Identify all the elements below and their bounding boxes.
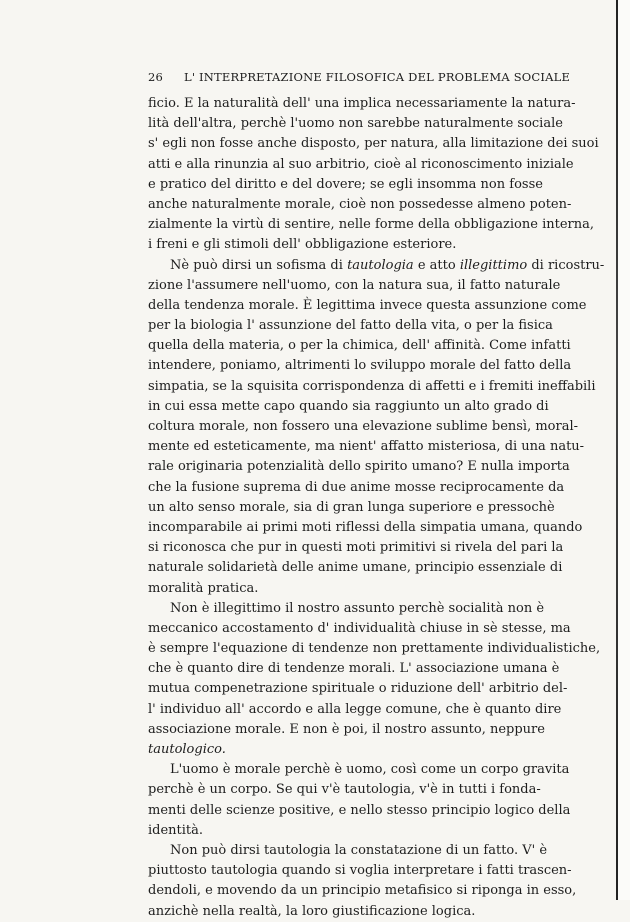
text-line: zione l'assumere nell'uomo, con la natura sua, il fatto naturale xyxy=(148,277,561,293)
text-line: Non è illegittimo il nostro assunto perchè socialità non è xyxy=(170,600,545,616)
running-header xyxy=(148,70,571,88)
text-line: menti delle scienze positive, e nello stesso principio logico della xyxy=(148,802,571,818)
text-line: che è quanto dire di tendenze morali. L' associazione umana è xyxy=(148,661,560,677)
page-edge-line xyxy=(616,0,618,900)
text-line: anzichè nella realtà, la loro giustificazione logica. xyxy=(148,903,476,919)
text-line: naturale solidarietà delle anime umane, principio essenziale di xyxy=(148,560,563,576)
text-line: mente ed esteticamente, ma nient' affatto misteriosa, di una natu- xyxy=(148,439,585,455)
text-line: un alto senso morale, sia di gran lunga superiore e pressochè xyxy=(148,499,555,515)
text-line: simpatia, se la squisita corrispondenza di affetti e i fremiti ineffabili xyxy=(148,378,596,394)
italic-term: tautologia xyxy=(347,257,414,273)
italic-term: illegittimo xyxy=(459,257,528,273)
text-line: incomparabile ai primi moti riflessi della simpatia umana, quando xyxy=(148,519,583,535)
text-line: lità dell'altra, perchè l'uomo non sarebbe naturalmente sociale xyxy=(148,116,563,132)
text-line: zialmente la virtù di sentire, nelle forme della obbligazione interna, xyxy=(148,217,594,233)
text-line: associazione morale. E non è poi, il nostro assunto, neppure xyxy=(148,721,545,737)
text-line: atti e alla rinunzia al suo arbitrio, cioè al riconoscimento iniziale xyxy=(148,156,574,172)
text-line: coltura morale, non fossero una elevazione sublime bensì, moral- xyxy=(148,419,579,434)
text-line: l' individuo all' accordo e alla legge comune, che è quanto dire xyxy=(148,701,562,717)
text-line: Non può dirsi tautologia la constatazione di un fatto. V' è xyxy=(170,842,548,858)
body-text xyxy=(148,94,605,922)
text-line: anche naturalmente morale, cioè non possedesse almeno poten- xyxy=(148,196,572,212)
page-margin xyxy=(618,0,630,900)
text-line: mutua compenetrazione spirituale o riduzione dell' arbitrio del- xyxy=(148,681,568,697)
text-line: i freni e gli stimoli dell' obbligazione esteriore. xyxy=(148,237,457,253)
text-line xyxy=(148,740,540,760)
text-line: della tendenza morale. È legittima invece questa assunzione come xyxy=(148,297,587,313)
text-line: identità. xyxy=(148,822,204,838)
text-line: in cui essa mette capo quando sia raggiunto un alto grado di xyxy=(148,398,549,414)
page-number: 26 xyxy=(148,70,164,84)
text-line: L'uomo è morale perchè è uomo, così come un corpo gravita xyxy=(170,762,570,778)
italic-term: tautologico. xyxy=(148,742,226,757)
text-line: che la fusione suprema di due anime mosse reciprocamente da xyxy=(148,479,565,495)
text-line: perchè è un corpo. Se qui v'è tautologia, v'è in tutti i fonda- xyxy=(148,782,541,798)
text-line: dendoli, e movendo da un principio metafisico si riponga in esso, xyxy=(148,883,577,899)
text-line: s' egli non fosse anche disposto, per natura, alla limitazione dei suoi xyxy=(148,136,599,152)
text-line: quella della materia, o per la chimica, dell' affinità. Come infatti xyxy=(148,338,571,354)
text-line: piuttosto tautologia quando si voglia interpretare i fatti trascen- xyxy=(148,863,572,879)
text-line: e pratico del diritto e del dovere; se egli insomma non fosse xyxy=(148,176,543,192)
text-line: per la biologia l' assunzione del fatto della vita, o per la fisica xyxy=(148,318,553,334)
text-line: intendere, poniamo, altrimenti lo sviluppo morale del fatto della xyxy=(148,358,572,374)
running-title: L' INTERPRETAZIONE FILOSOFICA DEL PROBLEMA SOCIALE xyxy=(184,70,571,84)
text-line: Nè può dirsi un sofisma di tautologia e atto illegittimo di ricostru- xyxy=(170,257,605,273)
text-line: moralità pratica. xyxy=(148,580,259,596)
text-line: si riconosca che pur in questi moti primitivi si rivela del pari la xyxy=(148,540,564,556)
text-line: rale originaria potenzialità dello spirito umano? E nulla importa xyxy=(148,459,570,475)
text-line: meccanico accostamento d' individualità chiuse in sè stesse, ma xyxy=(148,620,571,636)
text-line: ficio. E la naturalità dell' una implica necessariamente la natura- xyxy=(148,96,576,111)
text-line: è sempre l'equazione di tendenze non prettamente individualistiche, xyxy=(148,641,601,657)
